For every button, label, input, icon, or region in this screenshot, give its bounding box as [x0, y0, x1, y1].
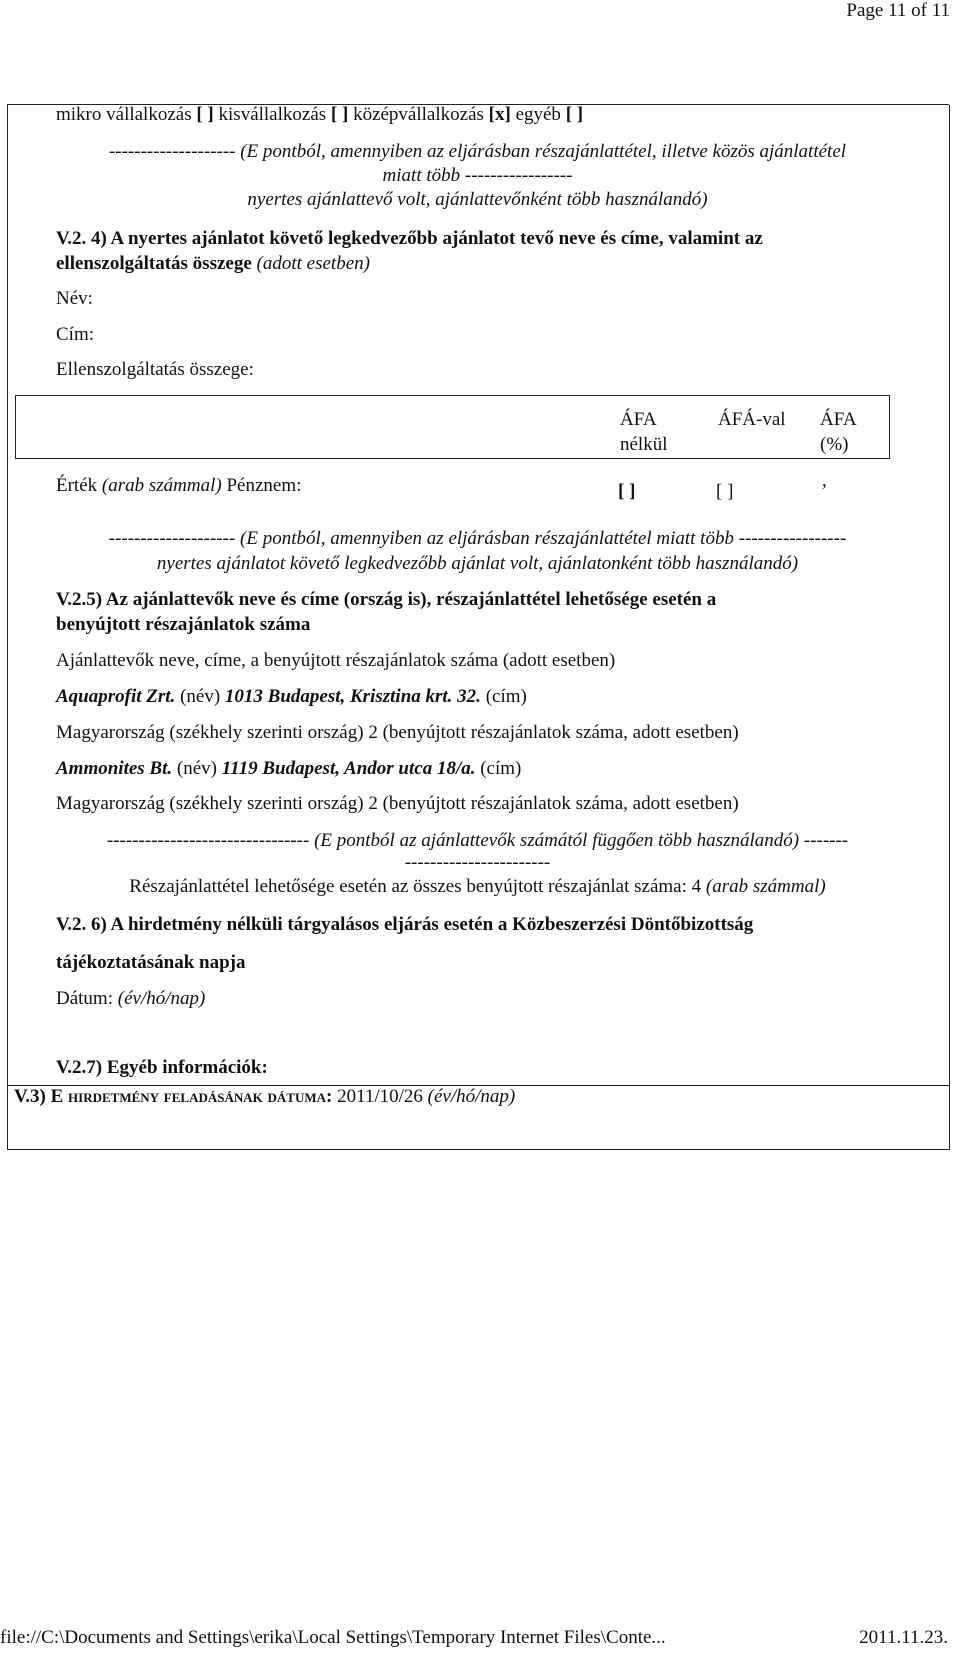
v24-heading-bold: ellenszolgáltatás összege — [56, 253, 252, 274]
note3-line2: ----------------------- — [404, 852, 551, 873]
micro-label: mikro vállalkozás — [56, 104, 192, 125]
medium-label: középvállalkozás — [353, 104, 484, 125]
col-net-header-2: nélkül — [620, 434, 668, 455]
micro-checkbox: [ ] — [196, 104, 214, 125]
value-label: Érték — [56, 475, 98, 496]
bidder-1-address: 1013 Budapest, Krisztina krt. 32. — [224, 686, 481, 707]
amount-label: Ellenszolgáltatás összege: — [56, 359, 254, 380]
table-left-border — [15, 395, 16, 458]
date-label: Dátum: — [56, 988, 113, 1009]
other-checkbox: [ ] — [565, 104, 584, 125]
company-size-line — [56, 104, 583, 126]
small-label: kisvállalkozás — [218, 104, 327, 125]
footer-date: 2011.11.23. — [859, 1627, 948, 1648]
date-line — [56, 988, 205, 1010]
note1-line1: -------------------- (E pontból, amennyiben az eljárásban részajánlattétel, illetve közös ajánlattétel — [108, 141, 847, 162]
bidder-2-name: Ammonites Bt. — [56, 758, 173, 779]
col-net-header-1: ÁFA — [620, 409, 657, 430]
other-label: egyéb — [515, 104, 561, 125]
bidder-1-name-address — [56, 686, 527, 708]
table-header-divider — [15, 458, 890, 459]
vat-value: , — [822, 470, 827, 491]
note1-line3: nyertes ajánlattevő volt, ajánlattevőnként több használandó) — [247, 189, 708, 210]
currency-label: Pénznem: — [226, 475, 302, 496]
date-format: (év/hó/nap) — [117, 988, 206, 1009]
v26-heading-line1: V.2. 6) A hirdetmény nélküli tárgyalásos eljárás esetén a Közbeszerzési Döntőbizottság — [56, 914, 754, 935]
note2-line1: -------------------- (E pontból, amennyiben az eljárásban részajánlattétel miatt több ----------------- — [108, 528, 847, 549]
bidder-1-name-tag: (név) — [180, 686, 221, 707]
net-value-box: [ ] — [618, 481, 636, 502]
note1-line2: miatt több ----------------- — [382, 165, 573, 186]
v26-heading-line2: tájékoztatásának napja — [56, 952, 246, 973]
page-number: Page 11 of 11 — [846, 0, 950, 21]
address-label: Cím: — [56, 324, 95, 345]
v3-format: (év/hó/nap) — [427, 1086, 516, 1107]
v27-heading: V.2.7) Egyéb információk: — [56, 1057, 268, 1078]
col-vat-header-2: (%) — [820, 434, 849, 455]
value-row-label — [56, 475, 301, 497]
name-label: Név: — [56, 288, 93, 309]
v3-title: hirdetmény feladásának dátuma: — [68, 1086, 333, 1107]
bidder-2-name-tag: (név) — [176, 758, 217, 779]
v3-prefix: V.3) E — [14, 1086, 64, 1107]
bidder-2-name-address — [56, 758, 521, 780]
footer-path: file://C:\Documents and Settings\erika\Local Settings\Temporary Internet Files\Conte... — [0, 1627, 666, 1648]
v3-line — [14, 1086, 515, 1108]
table-right-border — [889, 395, 890, 458]
v24-heading-line2 — [56, 253, 370, 275]
table-top-border — [15, 395, 890, 396]
bidder-1-country: Magyarország (székhely szerinti ország) 2 (benyújtott részajánlatok száma, adott esetben) — [56, 722, 739, 743]
v3-date: 2011/10/26 — [337, 1086, 423, 1107]
col-gross-header: ÁFÁ-val — [718, 409, 786, 430]
total-bids-line — [7, 876, 948, 898]
gross-value-box: [ ] — [716, 481, 734, 502]
bidder-1-name: Aquaprofit Zrt. — [56, 686, 176, 707]
note3-dashes-start: -------------------------------- — [106, 830, 310, 851]
bidders-intro: Ajánlattevők neve, címe, a benyújtott részajánlatok száma (adott esetben) — [56, 650, 616, 671]
small-checkbox: [ ] — [330, 104, 349, 125]
bidder-2-address-tag: (cím) — [480, 758, 522, 779]
v24-heading-line1: V.2. 4) A nyertes ajánlatot követő legkedvezőbb ajánlatot tevő neve és címe, valamint az — [56, 228, 763, 249]
v25-heading-line1: V.2.5) Az ajánlattevők neve és címe (ország is), részajánlattétel lehetősége esetén a — [56, 589, 717, 610]
total-bids-italic: (arab számmal) — [705, 876, 826, 897]
note3-dashes-end: ------- — [803, 830, 849, 851]
bidder-2-country: Magyarország (székhely szerinti ország) 2 (benyújtott részajánlatok száma, adott esetben) — [56, 793, 739, 814]
medium-checkbox: [x] — [488, 104, 511, 125]
note3-text: (E pontból az ajánlattevők számától függően több használandó) — [314, 830, 800, 851]
note2-line2: nyertes ajánlatot követő legkedvezőbb ajánlat volt, ajánlatonként több használandó) — [156, 553, 799, 574]
value-label-italic: (arab számmal) — [101, 475, 222, 496]
v25-heading-line2: benyújtott részajánlatok száma — [56, 614, 311, 635]
v24-heading-italic: (adott esetben) — [256, 253, 370, 274]
frame-bottom-border — [7, 1149, 949, 1150]
col-vat-header-1: ÁFA — [820, 409, 857, 430]
bidder-2-address: 1119 Budapest, Andor utca 18/a. — [221, 758, 476, 779]
total-bids-text: Részajánlattétel lehetősége esetén az összes benyújtott részajánlat száma: 4 — [129, 876, 702, 897]
bidder-1-address-tag: (cím) — [485, 686, 527, 707]
note3-line1 — [7, 830, 948, 852]
